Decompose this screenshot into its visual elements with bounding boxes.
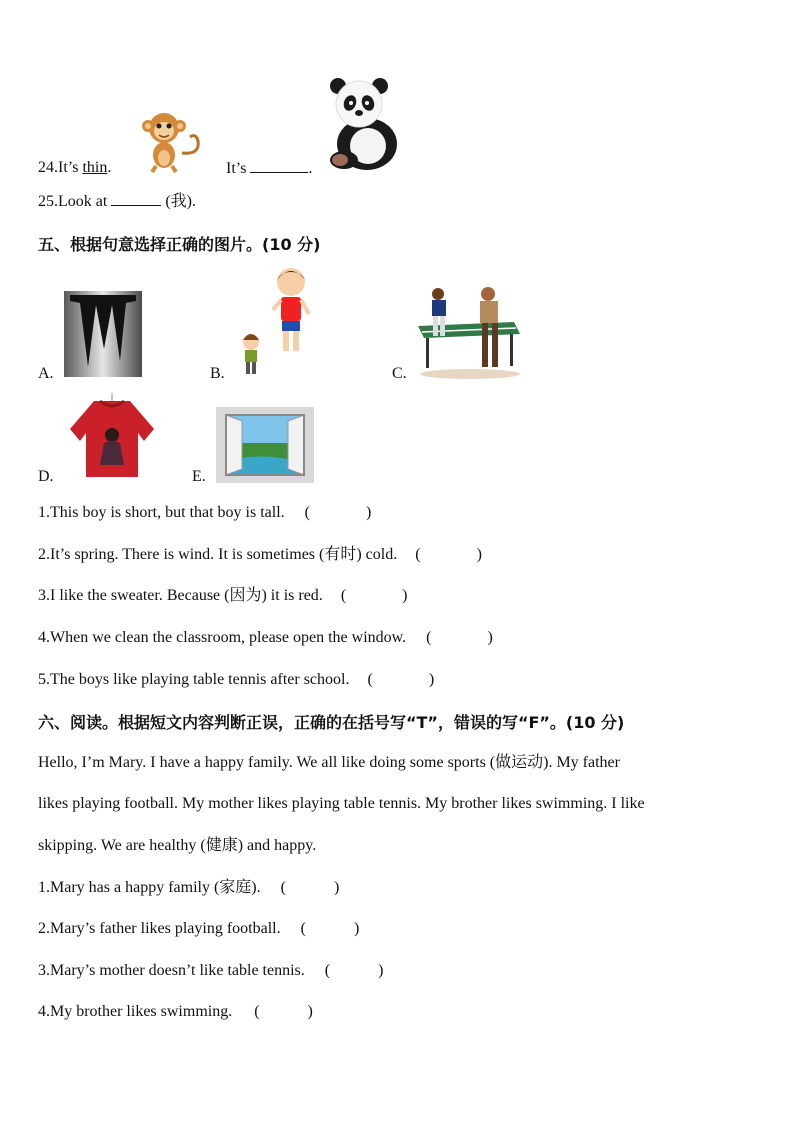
icicles-icon [64,291,142,377]
tall-short-boys-icon [236,266,318,380]
section6-item-1-answer[interactable]: ( ) [280,879,340,896]
passage-line-3: skipping. We are healthy (健康) and happy. [38,837,317,854]
section6-item-3-text: 3.Mary’s mother doesn’t like table tennis. [38,962,305,979]
red-sweater-icon [64,393,160,483]
section5-item-2-answer[interactable]: ( ) [415,546,482,563]
section5-item-3-answer[interactable]: ( ) [340,587,408,604]
section5-item-4-text: 4.When we clean the classroom, please open the window. [38,629,407,646]
section6-item-2-answer[interactable]: ( ) [300,920,360,937]
option-b-label: B. [210,365,225,382]
section-5-title: 五、根据句意选择正确的图片。(10 分) [38,235,321,254]
section6-item-2-text: 2.Mary’s father likes playing football. [38,920,281,937]
section6-item-4 [38,1002,313,1022]
question-25 [38,191,196,212]
table-tennis-icon [416,284,524,380]
section5-item-1-text: 1.This boy is short, but that boy is tall. [38,504,285,521]
section6-item-3-answer[interactable]: ( ) [324,962,384,979]
passage-line-2: likes playing football. My mother likes playing table tennis. My brother likes swimming. I like [38,795,645,812]
section6-item-3 [38,961,383,981]
monkey-icon [128,108,206,174]
section-6-title: 六、阅读。根据短文内容判断正误，正确的在括号写“T”，错误的写“F”。(10 分) [38,713,625,732]
section5-item-4-answer[interactable]: ( ) [426,629,493,646]
section5-item-5 [38,670,434,690]
window-icon [216,407,314,483]
q25-hint: (我). [165,193,196,210]
panda-icon [322,76,404,172]
question-24 [38,158,111,178]
q24-answer-blank[interactable] [250,158,308,173]
section5-item-2-text: 2.It’s spring. There is wind. It is sometimes (有时) cold. [38,546,398,563]
section5-item-3 [38,586,407,606]
option-a-label: A. [38,365,54,382]
q24-end: . [308,160,313,177]
question-24-part2 [226,158,312,179]
section6-item-4-text: 4.My brother likes swimming. [38,1003,233,1020]
q24-word: thin [82,159,108,176]
passage-line-1: Hello, I’m Mary. I have a happy family. We all like doing some sports (做运动). My father [38,754,620,771]
q24-dot: . [107,159,112,176]
q24-label: 24.It’s [38,159,83,176]
q25-label: 25.Look at [38,193,112,210]
section5-item-2 [38,545,482,565]
q24-part2-label: It’s [226,160,251,177]
option-d-label: D. [38,468,54,485]
q25-answer-blank[interactable] [111,191,161,206]
section5-item-4 [38,628,493,648]
section6-item-1-text: 1.Mary has a happy family (家庭). [38,879,261,896]
section5-item-3-text: 3.I like the sweater. Because (因为) it is red. [38,587,323,604]
option-e-label: E. [192,468,206,485]
section5-item-5-answer[interactable]: ( ) [367,671,435,688]
section6-item-1 [38,878,339,898]
section5-item-1-answer[interactable]: ( ) [304,504,372,521]
section5-item-1 [38,503,371,523]
section6-item-2 [38,919,359,939]
section5-item-5-text: 5.The boys like playing table tennis after school. [38,671,350,688]
option-c-label: C. [392,365,407,382]
section6-item-4-answer[interactable]: ( ) [254,1003,313,1020]
